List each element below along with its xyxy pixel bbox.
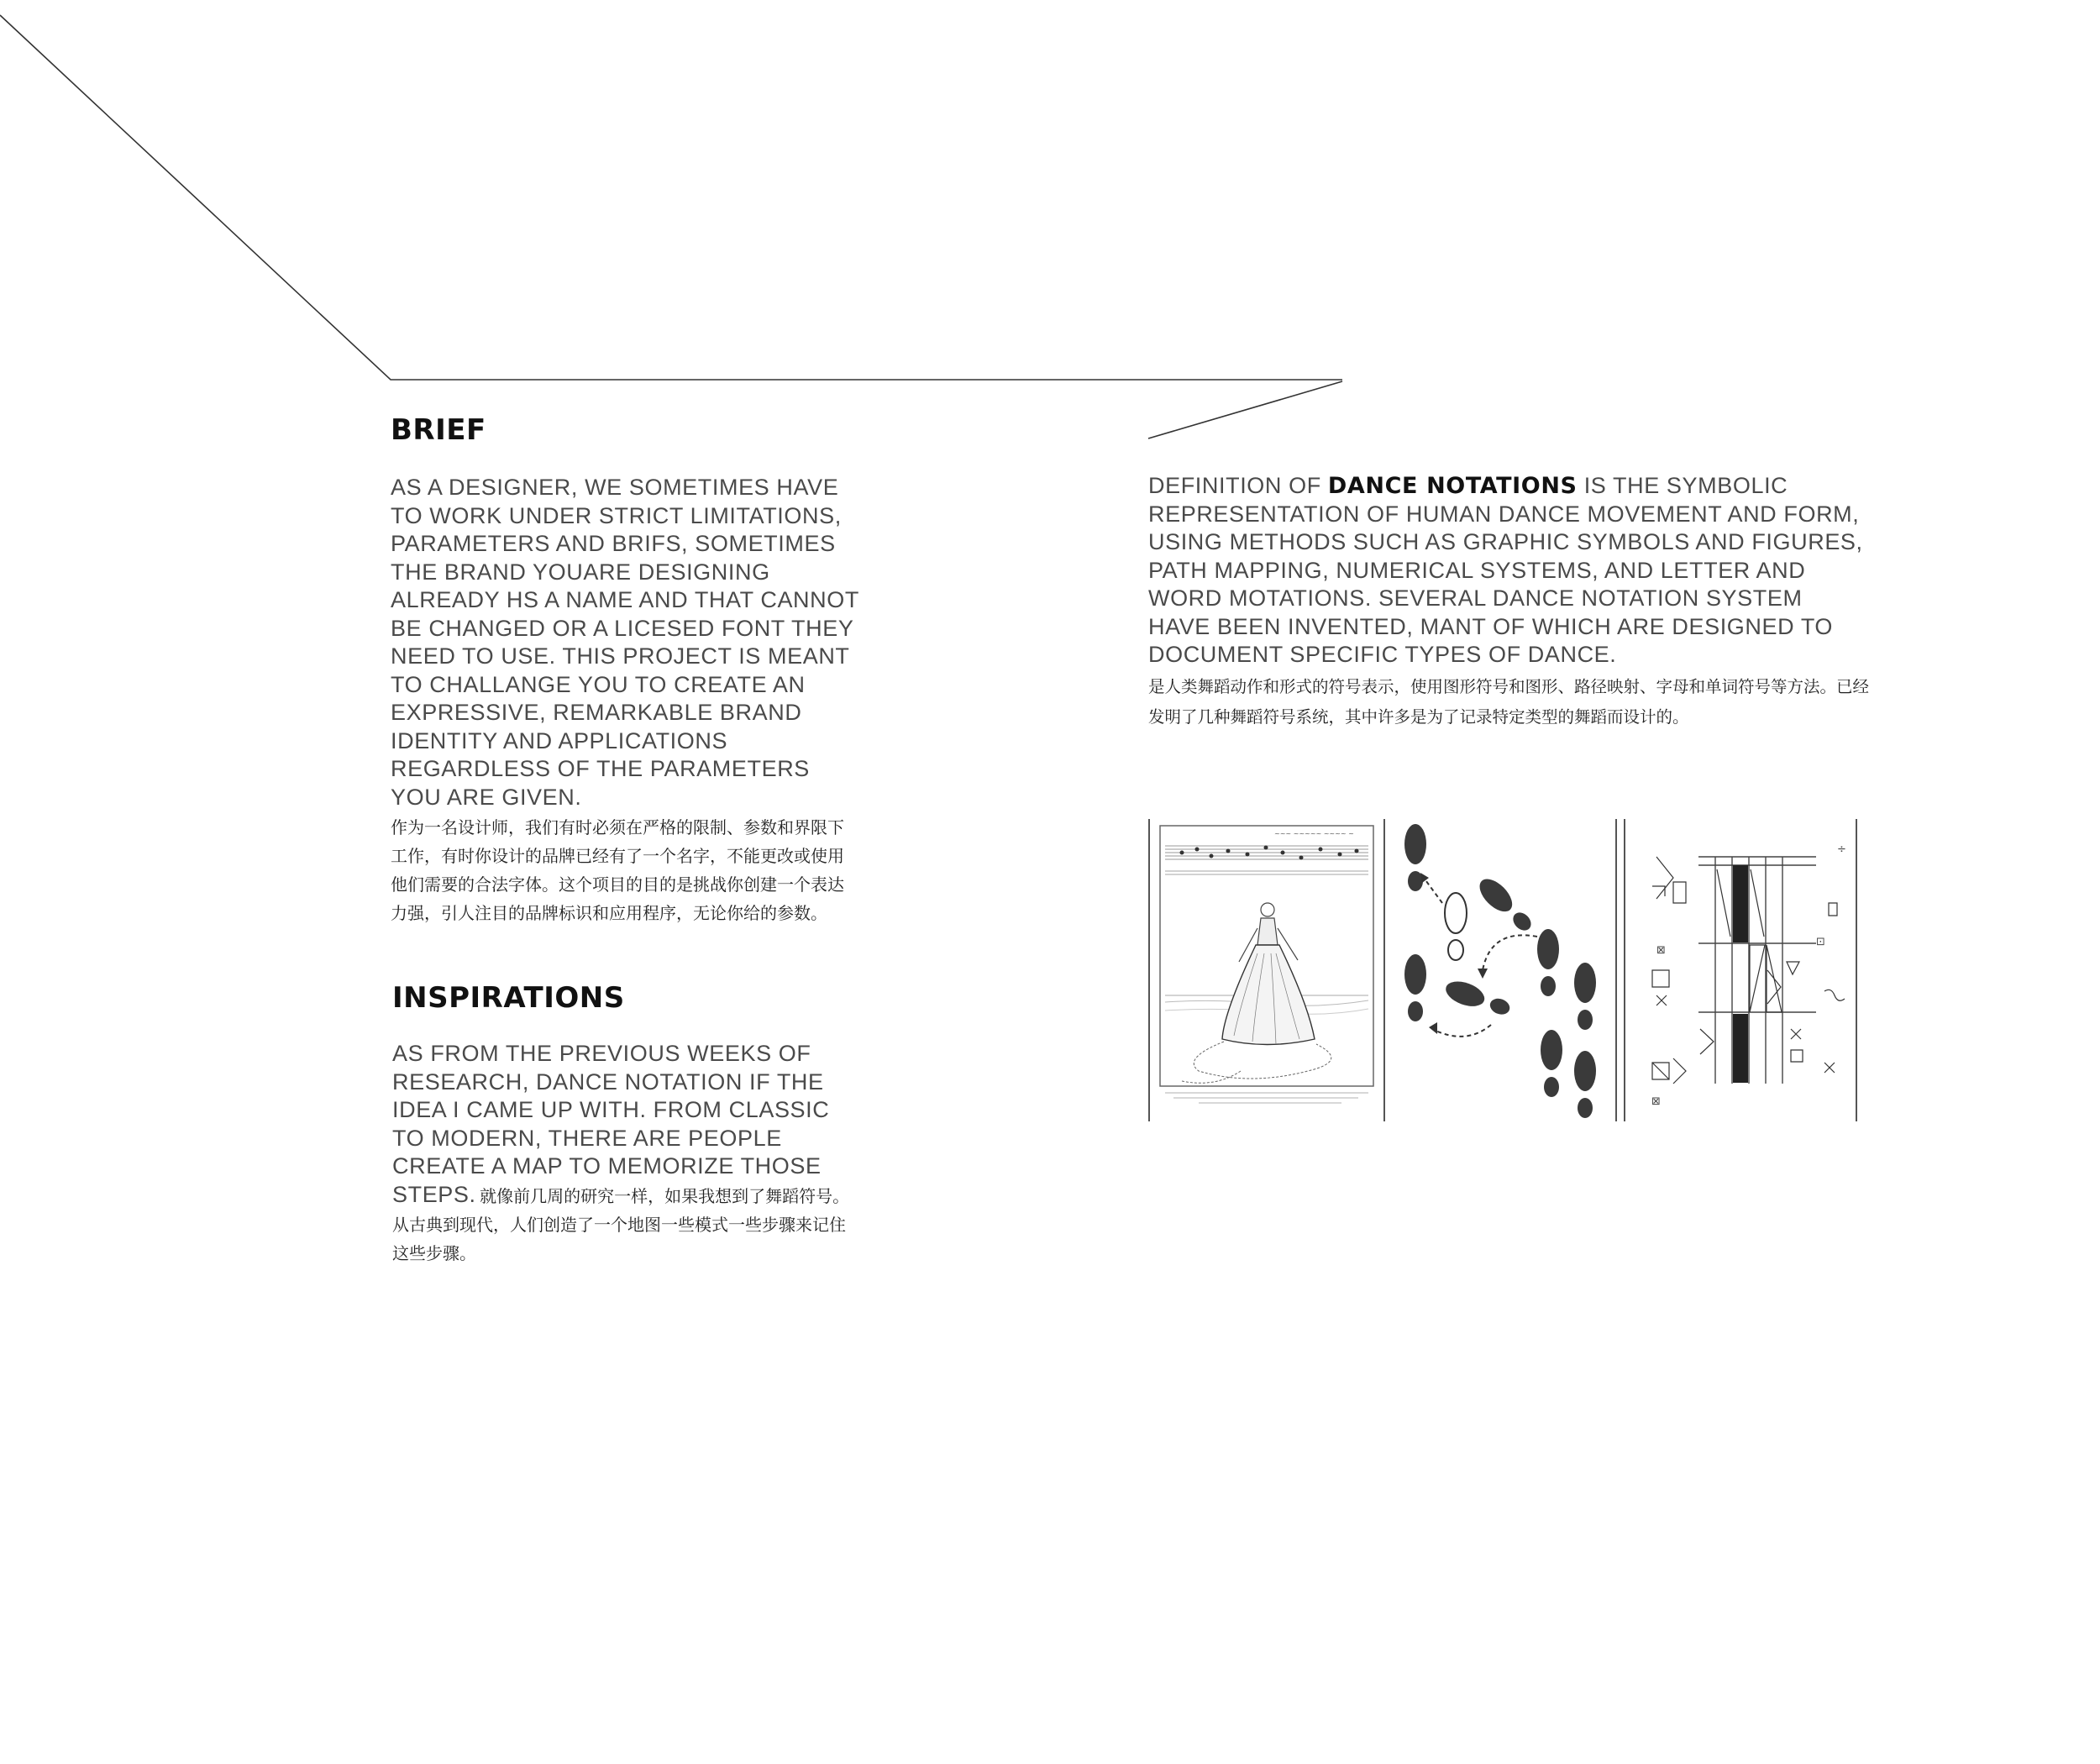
- labanotation-score: [1623, 819, 1858, 1121]
- svg-text:⊠: ⊠: [1656, 944, 1666, 957]
- svg-text:~~~ ~~~~~ ~~~~ ~: ~~~ ~~~~~ ~~~~ ~: [1274, 830, 1354, 837]
- frame-line-upper: [0, 15, 1342, 380]
- svg-text:⊠: ⊠: [1651, 1095, 1661, 1108]
- definition-text: [1148, 472, 1871, 669]
- definition-term: DANCE NOTATIONS: [1327, 473, 1578, 499]
- definition-prefix: DEFINITION OF: [1148, 473, 1328, 498]
- svg-text:⊡: ⊡: [1816, 936, 1825, 948]
- definition-text-en: IS THE SYMBOLIC REPRESENTATION OF HUMAN DANCE MOVEMENT AND FORM, USING METHODS SUCH AS GRAPHIC SYMBOLS AND FIGURES, PATH MAPPING, NUMERICAL SYSTEMS, AND LETTER AND WORD MOTATIONS. SEVERAL DANCE NOTATION SYSTEM HAVE BEEN INVENTED, MANT OF WHICH ARE DESIGNED TO DOCUMENT SPECIFIC TYPES OF DANCE.: [1148, 473, 1863, 667]
- inspirations-heading: INSPIRATIONS: [392, 981, 625, 1015]
- baroque-dance-score-engraving: [1148, 819, 1385, 1121]
- svg-text:÷: ÷: [1837, 843, 1846, 856]
- brief-heading: BRIEF: [391, 413, 486, 447]
- inspirations-text-zh: 就像前几周的研究一样，如果我想到了舞蹈符号。从古典到现代，人们创造了一个地图一些模式一些步骤来记住这些步骤。: [392, 1185, 850, 1263]
- brief-text-zh: 作为一名设计师，我们有时必须在严格的限制、参数和界限下工作，有时你设计的品牌已经有了一个名字，不能更改或使用他们需要的合法字体。这个项目的目的是挑战你创建一个表达力强，引人注目的品牌标识和应用程序，无论你给的参数。: [391, 817, 844, 923]
- footprint-step-diagram: [1390, 819, 1617, 1121]
- definition-text-zh: 是人类舞蹈动作和形式的符号表示，使用图形符号和图形、路径映射、字母和单词符号等方法。已经发明了几种舞蹈符号系统，其中许多是为了记录特定类型的舞蹈而设计的。: [1148, 677, 1870, 727]
- frame-line-slant: [1148, 381, 1342, 438]
- inspirations-text: [392, 1040, 854, 1268]
- inspirations-text-en: AS FROM THE PREVIOUS WEEKS OF RESEARCH, DANCE NOTATION IF THE IDEA I CAME UP WITH. FROM CLASSIC TO MODERN, THERE ARE PEOPLE CREATE A MAP TO MEMORIZE THOSE STEPS.: [392, 1041, 830, 1207]
- brief-text-en: AS A DESIGNER, WE SOMETIMES HAVE TO WORK UNDER STRICT LIMITATIONS, PARAMETERS AND BRIFS, SOMETIMES THE BRAND YOUARE DESIGNING ALREADY HS A NAME AND THAT CANNOT BE CHANGED OR A LICESED FONT THEY NEED TO USE. THIS PROJECT IS MEANT TO CHALLANGE YOU TO CREATE AN EXPRESSIVE, REMARKABLE BRAND IDENTITY AND APPLICATIONS REGARDLESS OF THE PARAMETERS YOU ARE GIVEN.: [391, 475, 859, 810]
